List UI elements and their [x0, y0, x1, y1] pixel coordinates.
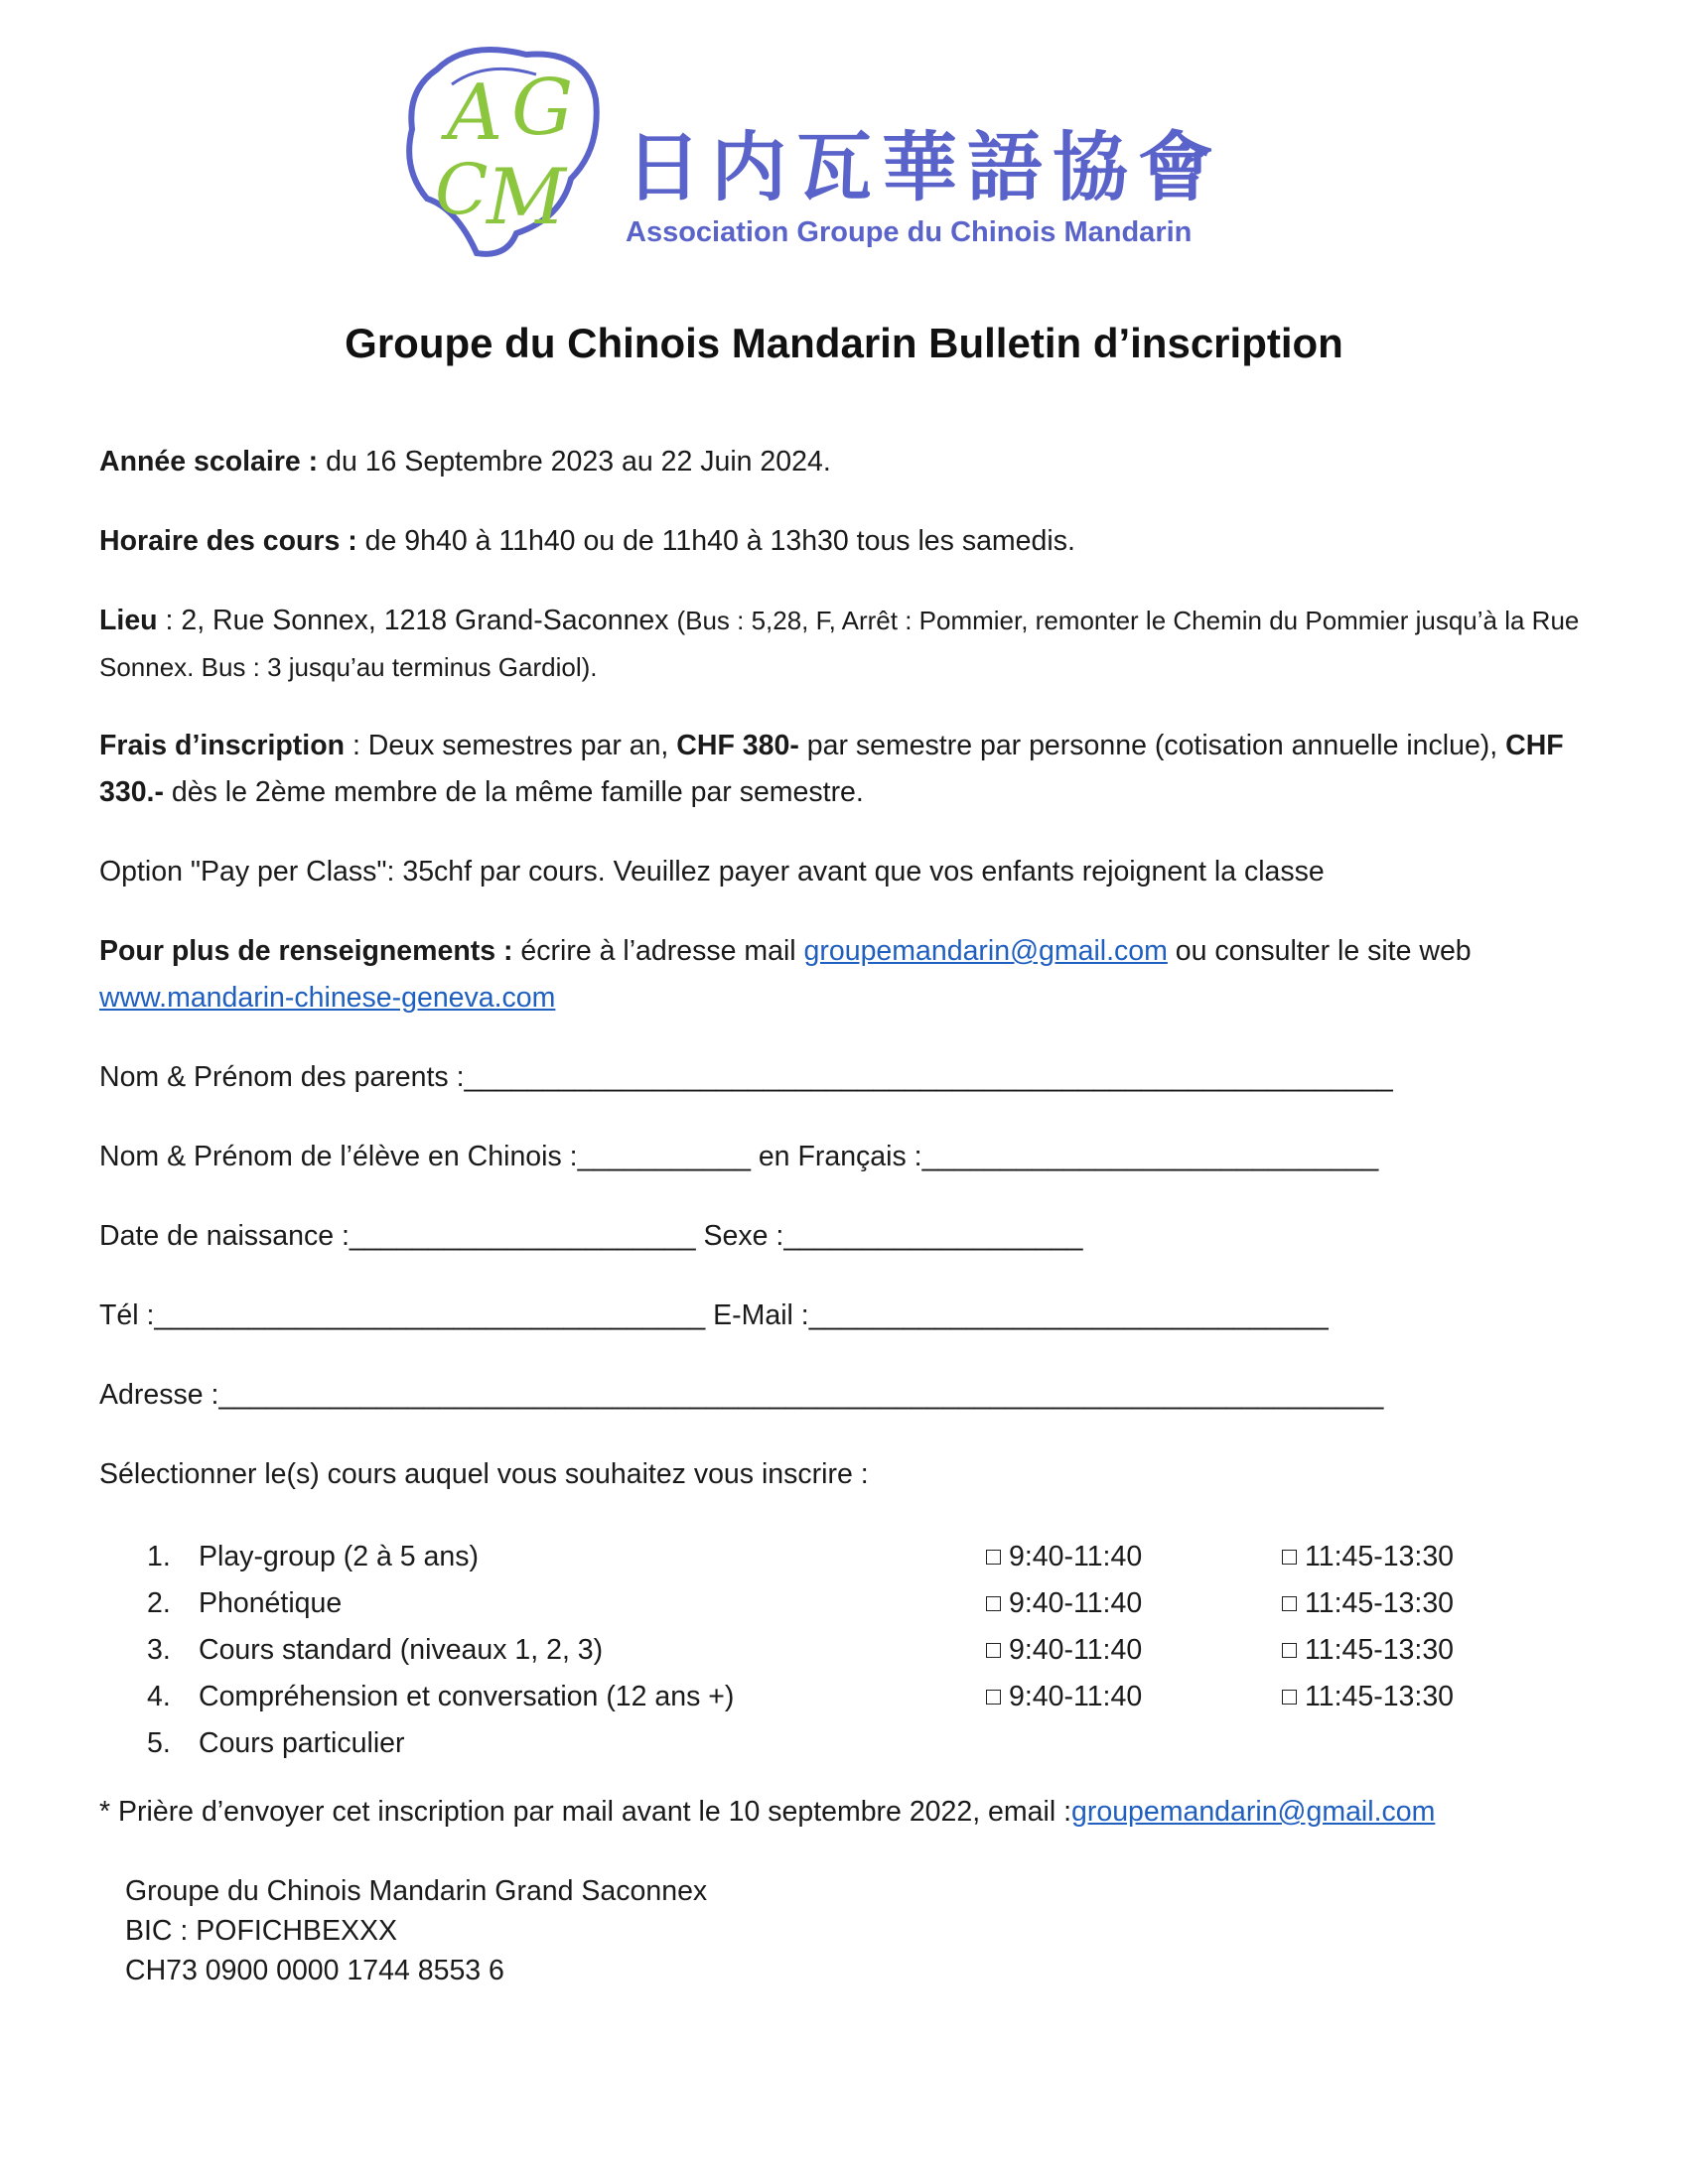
fees-label: Frais d’inscription [99, 730, 346, 761]
checkbox-icon [986, 1550, 1001, 1565]
association-logo [397, 30, 1251, 268]
fees-price-2: CHF 330.- [99, 730, 1564, 808]
bank-bic: BIC : POFICHBEXXX [125, 1915, 397, 1947]
location-line [99, 598, 1628, 691]
checkbox-icon [986, 1690, 1001, 1705]
course-name: Cours particulier [199, 1727, 405, 1759]
contact-email-link[interactable]: groupemandarin@gmail.com [803, 935, 1168, 967]
fees-text-2: par semestre par personne (cotisation annuelle inclue), [798, 730, 1506, 761]
school-year-line [99, 439, 1628, 485]
list-item [147, 1534, 1537, 1580]
schedule-line [99, 518, 1628, 565]
course-number: 5. [147, 1727, 171, 1759]
school-year-text: du 16 Septembre 2023 au 22 Juin 2024. [318, 446, 831, 478]
agcm-logo-icon [397, 30, 606, 268]
svg-text:A: A [447, 68, 503, 158]
location-text: : 2, Rue Sonnex, 1218 Grand-Saconnex [157, 605, 677, 636]
contact-text-1: écrire à l’adresse mail [512, 935, 804, 967]
deadline-notice [99, 1789, 1628, 1836]
course-name: Phonétique [199, 1587, 343, 1619]
parents-name-field[interactable]: Nom & Prénom des parents :___________________________________________________________ [99, 1061, 1393, 1093]
course-number: 1. [147, 1541, 171, 1572]
checkbox-icon [1282, 1596, 1297, 1611]
location-label: Lieu [99, 605, 158, 636]
bank-account-name: Groupe du Chinois Mandarin Grand Saconnex [125, 1875, 708, 1907]
slot-label: 9:40-11:40 [1009, 1634, 1143, 1666]
fees-text-1: : Deux semestres par an, [345, 730, 677, 761]
contact-text-2: ou consulter le site web [1167, 935, 1472, 967]
contact-label: Pour plus de renseignements : [99, 935, 513, 967]
course-number: 2. [147, 1587, 171, 1619]
course-number: 4. [147, 1681, 171, 1712]
slot-midday-checkbox[interactable] [1282, 1674, 1454, 1720]
checkbox-icon [1282, 1550, 1297, 1565]
birthdate-sex-field[interactable]: Date de naissance :______________________ Sexe :___________________ [99, 1220, 1083, 1252]
svg-text:G: G [511, 64, 574, 153]
slot-morning-checkbox[interactable] [986, 1534, 1142, 1580]
course-name: Cours standard (niveaux 1, 2, 3) [199, 1634, 604, 1666]
fees-text-3: dès le 2ème membre de la même famille par semestre. [163, 776, 864, 808]
slot-label: 11:45-13:30 [1305, 1681, 1455, 1712]
course-list [147, 1534, 1537, 1767]
schedule-label: Horaire des cours : [99, 525, 357, 557]
notice-email-link[interactable]: groupemandarin@gmail.com [1071, 1796, 1436, 1828]
schedule-text: de 9h40 à 11h40 ou de 11h40 à 13h30 tous les samedis. [356, 525, 1075, 557]
course-name: Compréhension et conversation (12 ans +) [199, 1681, 735, 1712]
contact-line [99, 928, 1628, 1022]
course-name: Play-group (2 à 5 ans) [199, 1541, 479, 1572]
slot-label: 9:40-11:40 [1009, 1541, 1143, 1572]
course-number: 3. [147, 1634, 171, 1666]
slot-morning-checkbox[interactable] [986, 1627, 1142, 1674]
list-item [147, 1720, 1537, 1767]
checkbox-icon [986, 1596, 1001, 1611]
website-link[interactable]: www.mandarin-chinese-geneva.com [99, 982, 556, 1014]
list-item [147, 1627, 1537, 1674]
svg-text:M: M [487, 153, 566, 242]
slot-label: 11:45-13:30 [1305, 1634, 1455, 1666]
slot-label: 11:45-13:30 [1305, 1541, 1455, 1572]
fees-line [99, 723, 1628, 816]
list-item [147, 1580, 1537, 1627]
slot-label: 11:45-13:30 [1305, 1587, 1455, 1619]
svg-text:C: C [435, 149, 489, 230]
slot-label: 9:40-11:40 [1009, 1681, 1143, 1712]
checkbox-icon [1282, 1643, 1297, 1658]
notice-text: * Prière d’envoyer cet inscription par mail avant le 10 septembre 2022, email : [99, 1796, 1071, 1828]
slot-midday-checkbox[interactable] [1282, 1627, 1454, 1674]
slot-morning-checkbox[interactable] [986, 1674, 1142, 1720]
logo-chinese-name: 日内瓦華語協會 [626, 123, 1223, 211]
list-item [147, 1674, 1537, 1720]
fees-price-1: CHF 380- [676, 730, 799, 761]
bank-details [125, 1871, 707, 1990]
pay-per-class-line: Option "Pay per Class": 35chf par cours. Veuillez payer avant que vos enfants rejoignent la classe [99, 856, 1325, 887]
checkbox-icon [1282, 1690, 1297, 1705]
slot-morning-checkbox[interactable] [986, 1580, 1142, 1627]
logo-subtitle: Association Groupe du Chinois Mandarin [626, 216, 1193, 248]
course-selection-prompt: Sélectionner le(s) cours auquel vous souhaitez vous inscrire : [99, 1458, 869, 1490]
slot-midday-checkbox[interactable] [1282, 1580, 1454, 1627]
slot-label: 9:40-11:40 [1009, 1587, 1143, 1619]
phone-email-field[interactable]: Tél :___________________________________ E-Mail :_________________________________ [99, 1299, 1329, 1331]
student-name-field[interactable]: Nom & Prénom de l’élève en Chinois :___________ en Français :_____________________________ [99, 1141, 1379, 1172]
slot-midday-checkbox[interactable] [1282, 1534, 1454, 1580]
address-field[interactable]: Adresse :__________________________________________________________________________ [99, 1379, 1384, 1411]
bank-iban: CH73 0900 0000 1744 8553 6 [125, 1955, 504, 1986]
page-title: Groupe du Chinois Mandarin Bulletin d’inscription [345, 320, 1343, 366]
school-year-label: Année scolaire : [99, 446, 319, 478]
checkbox-icon [986, 1643, 1001, 1658]
location-note: (Bus : 5,28, F, Arrêt : Pommier, remonter le Chemin du Pommier jusqu’à la Rue Sonnex. Bus : 3 jusqu’au terminus Gardiol). [99, 606, 1580, 682]
